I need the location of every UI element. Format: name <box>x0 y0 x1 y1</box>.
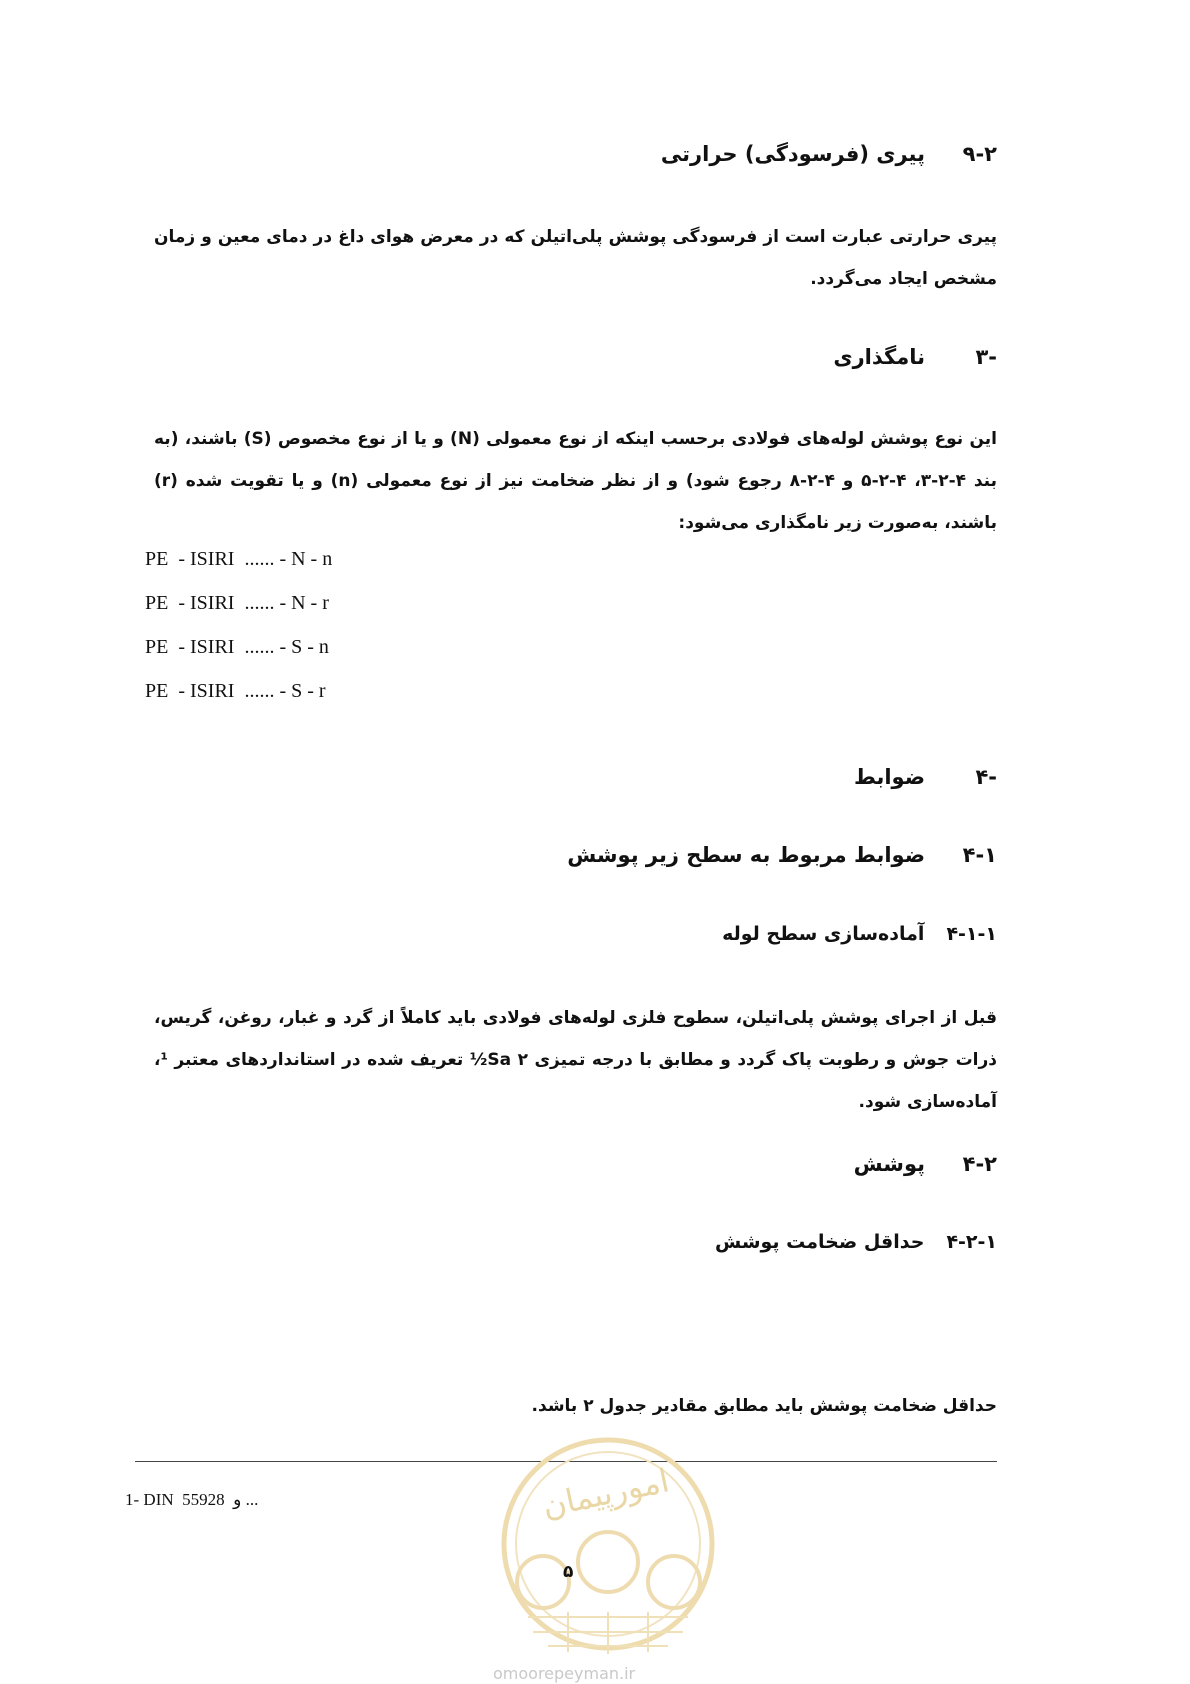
paragraph-min-thickness: حداقل ضخامت پوشش باید مطابق مقادیر جدول ۲ باشد. <box>531 1396 997 1416</box>
watermark-website: omoorepeyman.ir <box>493 1664 636 1683</box>
heading-4-1-1 <box>722 923 997 945</box>
heading-3 <box>833 345 997 369</box>
paragraph-naming: این نوع پوشش لوله‌های فولادی برحسب اینکه از نوع معمولی (N) و یا از نوع مخصوص (S) باشند، (به بند ۴-۲-۳، ۴-۲-۵ و ۴-۲-۸ رجوع شود) و از نظر ضخامت نیز از نوع معمولی (n) و یا تقویت شده (r) باشند، به‌صورت زیر نامگذاری می‌شود: <box>154 429 998 533</box>
section-number: ۴-۱-۱ <box>946 923 997 945</box>
heading-4 <box>854 765 997 789</box>
heading-2-9 <box>661 142 997 166</box>
section-title: آماده‌سازی سطح لوله <box>722 923 925 945</box>
heading-4-1 <box>567 843 997 867</box>
naming-code-3: PE - ISIRI ...... - S - n <box>145 636 329 658</box>
section-title: ضوابط <box>853 765 925 789</box>
naming-code-4: PE - ISIRI ...... - S - r <box>145 680 326 702</box>
page-number: ۵ <box>563 1562 574 1582</box>
footnote: 1- DIN 55928 و ... <box>125 1490 259 1509</box>
section-number: ۴-۱ <box>962 843 997 867</box>
svg-text:امورپیمان: امورپیمان <box>539 1461 673 1526</box>
heading-4-2 <box>854 1152 997 1176</box>
section-title: پوشش <box>853 1152 925 1176</box>
paragraph-thermal-aging: پیری حرارتی عبارت است از فرسودگی پوشش پلی‌اتیلن که در معرض هوای داغ در دمای معین و زمان مشخص ایجاد می‌گردد. <box>154 227 997 289</box>
heading-4-2-1 <box>715 1231 997 1253</box>
watermark-seal-logo <box>488 1432 728 1662</box>
paragraph-surface-prep: قبل از اجرای پوشش پلی‌اتیلن، سطوح فلزی لوله‌های فولادی باید کاملاً از گرد و غبار، روغن، گریس، ذرات جوش و رطوبت پاک گردد و مطابق با درجه تمیزی Sa ۲½ تعریف شده در استانداردهای معتبر ¹، آماده‌سازی شود. <box>154 1008 997 1112</box>
section-number: ۴-۲ <box>962 1152 997 1176</box>
naming-code-2: PE - ISIRI ...... - N - r <box>145 592 329 614</box>
section-title: حداقل ضخامت پوشش <box>714 1231 925 1253</box>
section-title: ضوابط مربوط به سطح زیر پوشش <box>567 843 925 867</box>
section-number: -۴ <box>975 765 997 789</box>
section-number: -۳ <box>975 345 997 369</box>
section-title: پیری (فرسودگی) حرارتی <box>660 142 925 166</box>
section-number: ۹-۲ <box>962 142 997 166</box>
section-number: ۴-۲-۱ <box>946 1231 997 1253</box>
naming-code-1: PE - ISIRI ...... - N - n <box>145 548 333 570</box>
section-title: نامگذاری <box>833 345 925 369</box>
